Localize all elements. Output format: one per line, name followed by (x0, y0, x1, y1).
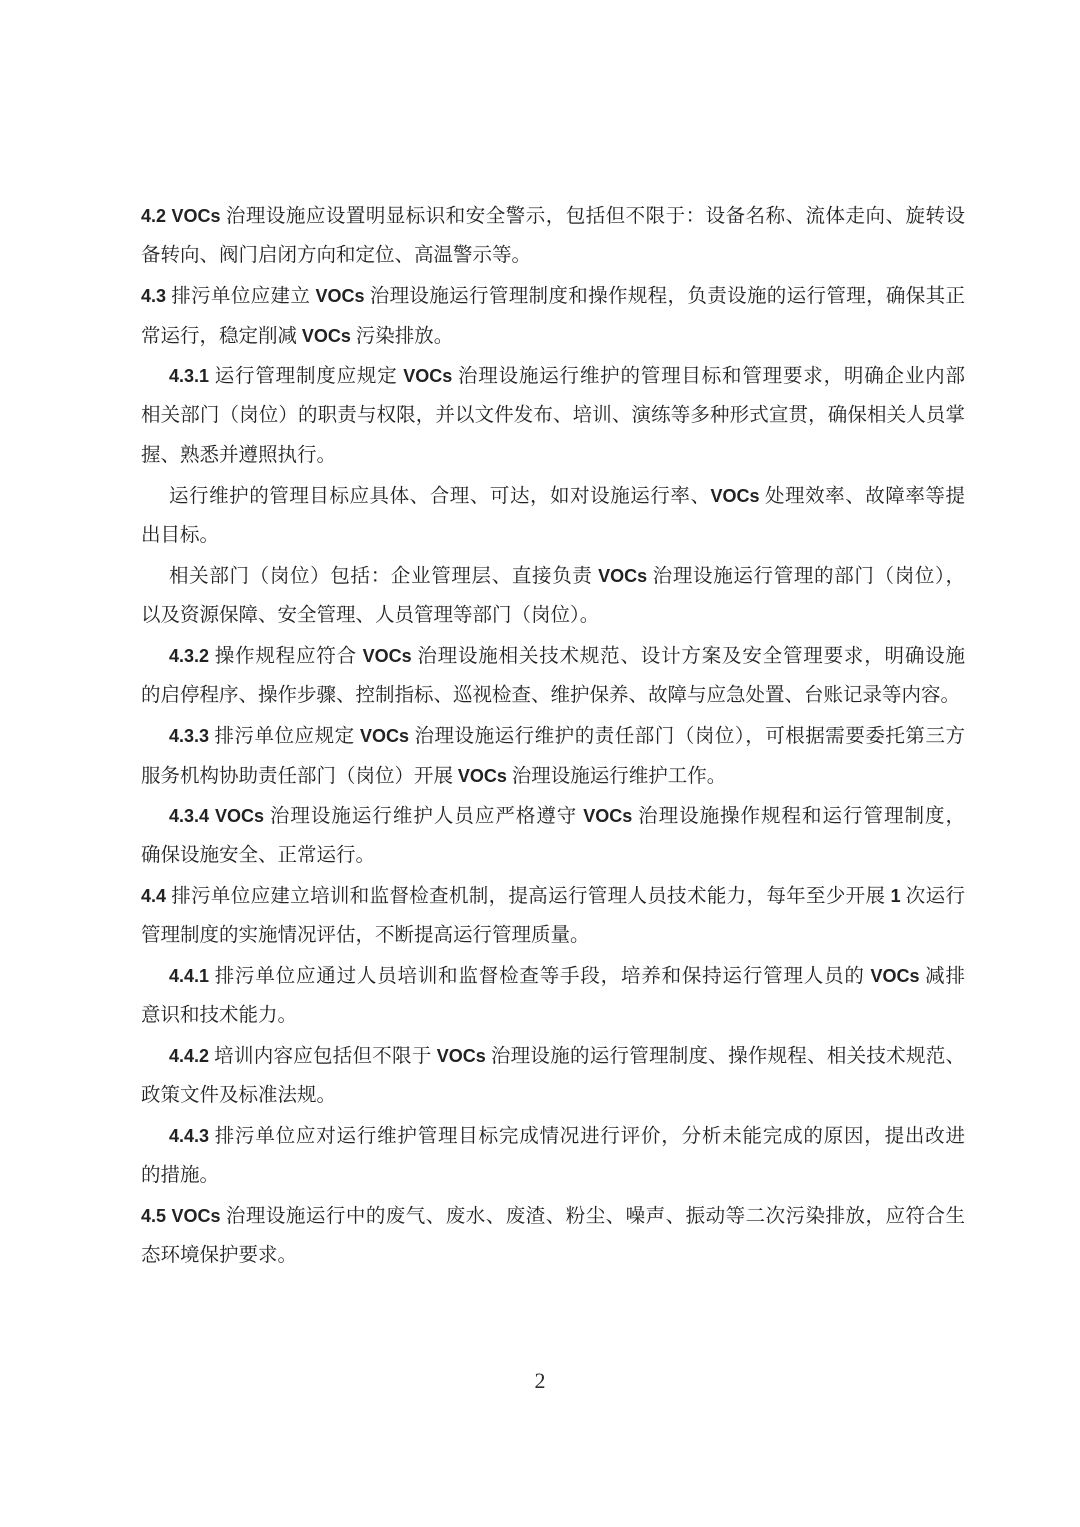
paragraph-4.3.4 (141, 796, 965, 876)
latin-run: VOCs (360, 726, 410, 746)
text-block (141, 196, 965, 1276)
paragraph-4.2 (141, 196, 965, 276)
paragraph-4.5 (141, 1196, 965, 1276)
text-line: 4.4.3 排污单位应对运行维护管理目标完成情况进行评价，分析未能完成的原因，提出改进 (169, 1126, 965, 1147)
latin-run: VOCs (598, 566, 648, 586)
paragraph-4.4.1 (141, 956, 965, 1036)
latin-run: VOCs (362, 646, 412, 666)
text-line: 4.3.2 操作规程应符合 VOCs 治理设施相关技术规范、设计方案及安全管理要求，明确设施 (169, 646, 965, 667)
latin-run: 4.4.3 (169, 1126, 210, 1146)
text-line: 服务机构协助责任部门（岗位）开展 VOCs 治理设施运行维护工作。 (141, 766, 727, 787)
text-line: 4.4.2 培训内容应包括但不限于 VOCs 治理设施的运行管理制度、操作规程、相关技术规范、 (169, 1046, 965, 1067)
latin-run: VOCs (436, 1046, 486, 1066)
paragraph-4.3.1-note-1 (141, 476, 965, 556)
text-line: 常运行，稳定削减 VOCs 污染排放。 (141, 326, 454, 347)
paragraph-4.3.1-note-2 (141, 556, 965, 636)
text-line: 政策文件及标准法规。 (141, 1085, 337, 1106)
latin-run: 4.3.4 VOCs (169, 806, 265, 826)
latin-run: 4.3.2 (169, 646, 210, 666)
text-line: 4.3.4 VOCs 治理设施运行维护人员应严格遵守 VOCs 治理设施操作规程和运行管理制度， (169, 806, 965, 827)
latin-run: 4.5 VOCs (141, 1206, 221, 1226)
text-line: 以及资源保障、安全管理、人员管理等部门（岗位）。 (141, 605, 600, 626)
paragraph-4.4.2 (141, 1036, 965, 1116)
text-line: 意识和技术能力。 (141, 1005, 298, 1026)
text-line: 4.3.1 运行管理制度应规定 VOCs 治理设施运行维护的管理目标和管理要求，明确企业内部 (169, 366, 965, 387)
latin-run: 4.4.2 (169, 1046, 210, 1066)
paragraph-4.3 (141, 276, 965, 356)
paragraph-4.4 (141, 876, 965, 956)
latin-run: VOCs (315, 286, 365, 306)
text-line: 确保设施安全、正常运行。 (141, 845, 376, 866)
latin-run: 4.4.1 (169, 966, 210, 986)
text-line: 握、熟悉并遵照执行。 (141, 445, 337, 466)
paragraph-4.4.3 (141, 1116, 965, 1196)
latin-run: VOCs (403, 366, 453, 386)
latin-run: VOCs (710, 486, 760, 506)
latin-run: 4.3.1 (169, 366, 210, 386)
latin-run: 4.3.3 (169, 726, 210, 746)
text-line: 4.4.1 排污单位应通过人员培训和监督检查等手段，培养和保持运行管理人员的 VOCs 减排 (169, 966, 965, 987)
latin-run: VOCs (870, 966, 920, 986)
latin-run: 4.3 (141, 286, 167, 306)
page-number: 2 (534, 1368, 546, 1393)
text-line: 4.3 排污单位应建立 VOCs 治理设施运行管理制度和操作规程，负责设施的运行管理，确保其正 (141, 286, 965, 307)
paragraph-4.3.3 (141, 716, 965, 796)
text-line: 出目标。 (141, 525, 220, 546)
text-line: 管理制度的实施情况评估，不断提高运行管理质量。 (141, 925, 590, 946)
text-line: 备转向、阀门启闭方向和定位、高温警示等。 (141, 245, 532, 266)
latin-run: 4.2 VOCs (141, 206, 221, 226)
text-line: 运行维护的管理目标应具体、合理、可达，如对设施运行率、VOCs 处理效率、故障率等提 (169, 486, 965, 507)
text-line: 4.5 VOCs 治理设施运行中的废气、废水、废渣、粉尘、噪声、振动等二次污染排放，应符合生 (141, 1206, 965, 1227)
text-line: 4.3.3 排污单位应规定 VOCs 治理设施运行维护的责任部门（岗位），可根据需要委托第三方 (169, 726, 965, 747)
text-line: 4.4 排污单位应建立培训和监督检查机制，提高运行管理人员技术能力，每年至少开展 1 次运行 (141, 886, 965, 907)
text-line: 的措施。 (141, 1165, 220, 1186)
latin-run: VOCs (301, 326, 351, 346)
latin-run: 1 (890, 886, 901, 906)
text-line: 4.2 VOCs 治理设施应设置明显标识和安全警示，包括但不限于：设备名称、流体走向、旋转设 (141, 206, 965, 227)
text-line: 相关部门（岗位）包括：企业管理层、直接负责 VOCs 治理设施运行管理的部门（岗位）， (169, 566, 965, 587)
text-line: 相关部门（岗位）的职责与权限，并以文件发布、培训、演练等多种形式宣贯，确保相关人员掌 (141, 405, 965, 426)
text-line: 态环境保护要求。 (141, 1245, 298, 1266)
text-line: 的启停程序、操作步骤、控制指标、巡视检查、维护保养、故障与应急处置、台账记录等内容。 (141, 685, 961, 706)
latin-run: VOCs (457, 766, 507, 786)
latin-run: VOCs (583, 806, 633, 826)
paragraph-4.3.2 (141, 636, 965, 716)
latin-run: 4.4 (141, 886, 167, 906)
paragraph-4.3.1 (141, 356, 965, 476)
